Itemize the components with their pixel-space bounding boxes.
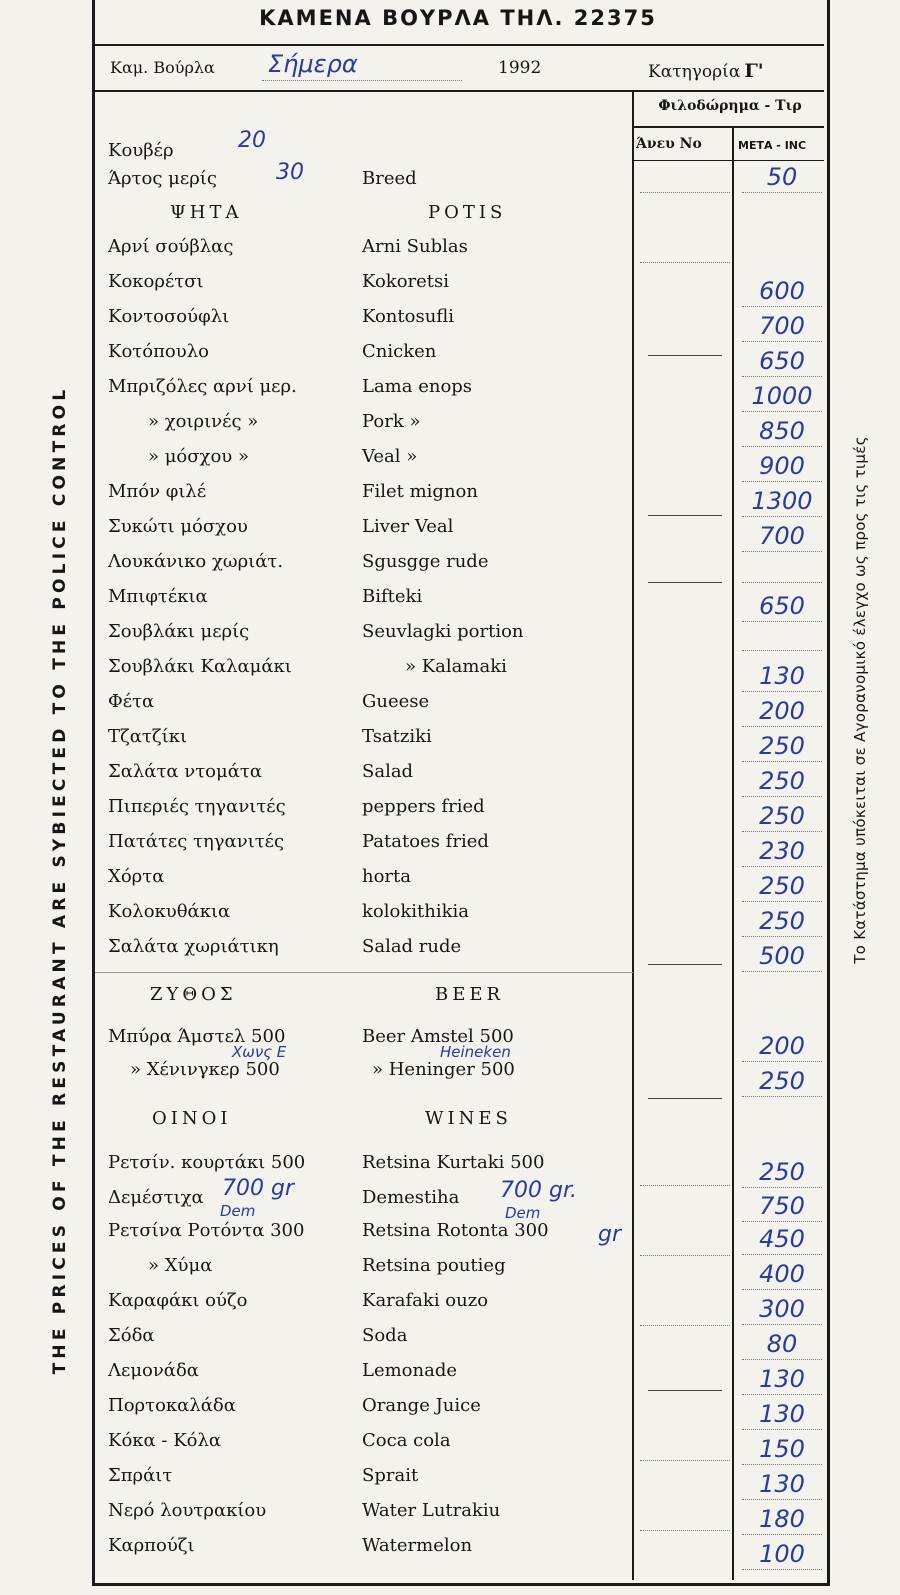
item-gr: Φέτα — [108, 691, 155, 712]
date-divider — [95, 90, 824, 92]
item-en: Soda — [362, 1325, 408, 1346]
price: 130 — [742, 1469, 822, 1500]
section-roast-gr: ΨΗΤΑ — [170, 202, 243, 223]
restaurant-title: ΚΑΜΕΝΑ ΒΟΥΡΛΑ ΤΗΛ. 22375 — [259, 6, 657, 30]
item-en: Lama enops — [362, 376, 473, 397]
tip-line — [640, 1530, 730, 1531]
price: 400 — [742, 1259, 822, 1290]
item-en: Watermelon — [362, 1535, 473, 1556]
item-gr: Σόδα — [108, 1325, 155, 1346]
item-gr: Λουκάνικο χωριάτ. — [108, 551, 284, 572]
item-gr: Μπιφτέκια — [108, 586, 208, 607]
item-en: Tsatziki — [362, 726, 432, 747]
handwritten-note: 700 gr. — [500, 1178, 577, 1203]
market-control-notice: Το Κατάστημα υπόκειται σε Αγορανομικό έλεγχο ως προς τις τιμές — [851, 436, 869, 964]
no-tip-dash — [648, 355, 722, 356]
item-gr: Σαλάτα χωριάτικη — [108, 936, 279, 957]
price-line-empty — [640, 262, 730, 263]
tip-line — [640, 1255, 730, 1256]
price: 130 — [742, 1399, 822, 1430]
price: 250 — [742, 1066, 822, 1097]
no-tip-dash — [648, 515, 722, 516]
handwritten-note: Dem — [220, 1202, 256, 1220]
item-gr: Μπόν φιλέ — [108, 481, 207, 502]
item-en: Veal » — [362, 446, 418, 467]
price: 100 — [742, 1539, 822, 1570]
tip-line — [640, 1185, 730, 1186]
price: 700 — [742, 311, 822, 342]
handwritten-cover-charge: 20 — [238, 128, 266, 153]
item-en: Coca cola — [362, 1430, 451, 1451]
price: 900 — [742, 451, 822, 482]
item-en: Liver Veal — [362, 516, 454, 537]
item-gr: Τζατζίκι — [108, 726, 187, 747]
item-gr: Μπύρα Άμστελ 500 — [108, 1026, 286, 1047]
item-en: Seuvlagki portion — [362, 621, 524, 642]
price: 250 — [742, 1157, 822, 1188]
no-tip-dash — [648, 582, 722, 583]
price: 200 — [742, 696, 822, 727]
item-en: Kontosufli — [362, 306, 455, 327]
price: 300 — [742, 1294, 822, 1325]
item-en: Cnicken — [362, 341, 437, 362]
item-gr: Μπριζόλες αρνί μερ. — [108, 376, 297, 397]
place-label: Καμ. Βούρλα — [110, 58, 215, 77]
tip-column-left-rule — [632, 92, 634, 1580]
item-gr: Κολοκυθάκια — [108, 901, 231, 922]
price: 130 — [742, 661, 822, 692]
tip-line — [640, 1325, 730, 1326]
item-gr: Πατάτες τηγανιτές — [108, 831, 285, 852]
tip-header-divider — [632, 126, 824, 128]
item-en: Retsina Kurtaki 500 — [362, 1152, 545, 1173]
item-en: Salad — [362, 761, 414, 782]
item-en: Filet mignon — [362, 481, 478, 502]
category — [648, 60, 764, 82]
item-en: » Heninger 500 — [372, 1059, 515, 1080]
section-wine-en: WINES — [425, 1108, 512, 1129]
price: 700 — [742, 521, 822, 552]
price: 250 — [742, 871, 822, 902]
section-roast-en: POTIS — [428, 202, 507, 223]
section-divider — [95, 972, 633, 973]
price-line-empty — [742, 582, 822, 583]
item-en: Sgusgge rude — [362, 551, 489, 572]
item-en: Kokoretsi — [362, 271, 450, 292]
item-en: Orange Juice — [362, 1395, 481, 1416]
item-gr: Κοντοσούφλι — [108, 306, 230, 327]
tip-column-header-divider — [632, 160, 824, 161]
tip-column-mid-rule — [732, 128, 734, 1580]
item-en: kolokithikia — [362, 901, 469, 922]
price: 200 — [742, 1031, 822, 1062]
item-gr: Χόρτα — [108, 866, 165, 887]
price: 850 — [742, 416, 822, 447]
item-en: Beer Amstel 500 — [362, 1026, 514, 1047]
item-gr: Αρνί σούβλας — [108, 236, 234, 257]
item-en: Salad rude — [362, 936, 462, 957]
price: 1300 — [742, 486, 822, 517]
price: 250 — [742, 801, 822, 832]
item-en: Karafaki ouzo — [362, 1290, 489, 1311]
police-control-notice: THE PRICES OF THE RESTAURANT ARE SYBIECTED TO THE POLICE CONTROL — [50, 385, 70, 1375]
item-en: » Kalamaki — [405, 656, 507, 677]
item-en: Patatoes fried — [362, 831, 489, 852]
item-gr: Καρπούζι — [108, 1535, 195, 1556]
price: 750 — [742, 1191, 822, 1222]
item-gr: Πιπεριές τηγανιτές — [108, 796, 286, 817]
item-gr: Λεμονάδα — [108, 1360, 199, 1381]
item-gr: » μόσχου » — [148, 446, 249, 467]
item-en: Sprait — [362, 1465, 419, 1486]
item-en: Water Lutrakiu — [362, 1500, 501, 1521]
handwritten-note: 700 gr — [222, 1176, 294, 1201]
price-line-empty — [742, 650, 822, 651]
item-gr: Ρετσίν. κουρτάκι 500 — [108, 1152, 306, 1173]
item-en: Gueese — [362, 691, 430, 712]
item-en: Arni Sublas — [362, 236, 468, 257]
item-en: Bifteki — [362, 586, 423, 607]
item-en: Lemonade — [362, 1360, 458, 1381]
item-gr: » Χύμα — [148, 1255, 213, 1276]
price: 1000 — [742, 381, 822, 412]
section-wine-gr: ΟΙΝΟΙ — [152, 1108, 232, 1129]
item-en: Retsina poutieg — [362, 1255, 506, 1276]
handwritten-note: Dem — [505, 1204, 541, 1222]
col-with-tip: ΜΕΤΑ - INC — [738, 139, 807, 152]
price: 450 — [742, 1224, 822, 1255]
handwritten-note: Heineken — [440, 1043, 511, 1061]
item-gr: Πορτοκαλάδα — [108, 1395, 236, 1416]
item-en: Breed — [362, 168, 417, 189]
handwritten-note: Χωνς Ε — [232, 1043, 287, 1061]
price: 250 — [742, 766, 822, 797]
price: 50 — [742, 162, 822, 193]
item-en: horta — [362, 866, 411, 887]
price: 230 — [742, 836, 822, 867]
item-gr: Άρτος μερίς — [108, 168, 217, 189]
price: 80 — [742, 1329, 822, 1360]
item-gr: Σαλάτα ντομάτα — [108, 761, 262, 782]
item-gr: Κοκορέτσι — [108, 271, 204, 292]
item-gr: Νερό λουτρακίου — [108, 1500, 267, 1521]
date-handwritten: Σήμερα — [268, 50, 358, 78]
item-gr: Κοτόπουλο — [108, 341, 209, 362]
item-gr: Κουβέρ — [108, 140, 174, 161]
item-gr: Σπράιτ — [108, 1465, 173, 1486]
no-tip-dash — [648, 1390, 722, 1391]
item-gr: Δεμέστιχα — [108, 1187, 204, 1208]
item-en: peppers fried — [362, 796, 485, 817]
col-without-tip: Άνευ No — [636, 136, 702, 152]
header-divider — [95, 44, 824, 46]
date-dotted-line — [262, 80, 462, 81]
item-gr: » Χένινγκερ 500 — [130, 1059, 280, 1080]
price: 600 — [742, 276, 822, 307]
no-tip-dash — [648, 964, 722, 965]
category-label: Κατηγορία — [648, 62, 741, 82]
item-gr: Καραφάκι ούζο — [108, 1290, 248, 1311]
item-gr: Σουβλάκι Καλαμάκι — [108, 656, 292, 677]
section-beer-en: BEER — [435, 984, 505, 1005]
price-line-empty — [640, 192, 730, 193]
handwritten-note: gr — [598, 1222, 622, 1247]
no-tip-dash — [648, 1098, 722, 1099]
item-gr: Σουβλάκι μερίς — [108, 621, 250, 642]
price: 250 — [742, 906, 822, 937]
price: 150 — [742, 1434, 822, 1465]
item-gr: Συκώτι μόσχου — [108, 516, 248, 537]
section-beer-gr: ΖΥΘΟΣ — [150, 984, 237, 1005]
handwritten-bread-charge: 30 — [276, 160, 304, 185]
category-value: Γ' — [744, 60, 764, 82]
tip-line — [640, 1460, 730, 1461]
price: 250 — [742, 731, 822, 762]
price: 650 — [742, 346, 822, 377]
item-gr: Κόκα - Κόλα — [108, 1430, 222, 1451]
item-gr: » χοιρινές » — [148, 411, 259, 432]
price: 500 — [742, 941, 822, 972]
price: 180 — [742, 1504, 822, 1535]
year: 1992 — [498, 58, 542, 78]
price: 130 — [742, 1364, 822, 1395]
item-en: Demestiha — [362, 1187, 460, 1208]
price: 650 — [742, 591, 822, 622]
item-gr: Ρετσίνα Ροτόντα 300 — [108, 1220, 305, 1241]
item-en: Retsina Rotonta 300 — [362, 1220, 549, 1241]
item-en: Pork » — [362, 411, 421, 432]
tip-header: Φιλοδώρημα - Τιρ — [658, 98, 802, 114]
